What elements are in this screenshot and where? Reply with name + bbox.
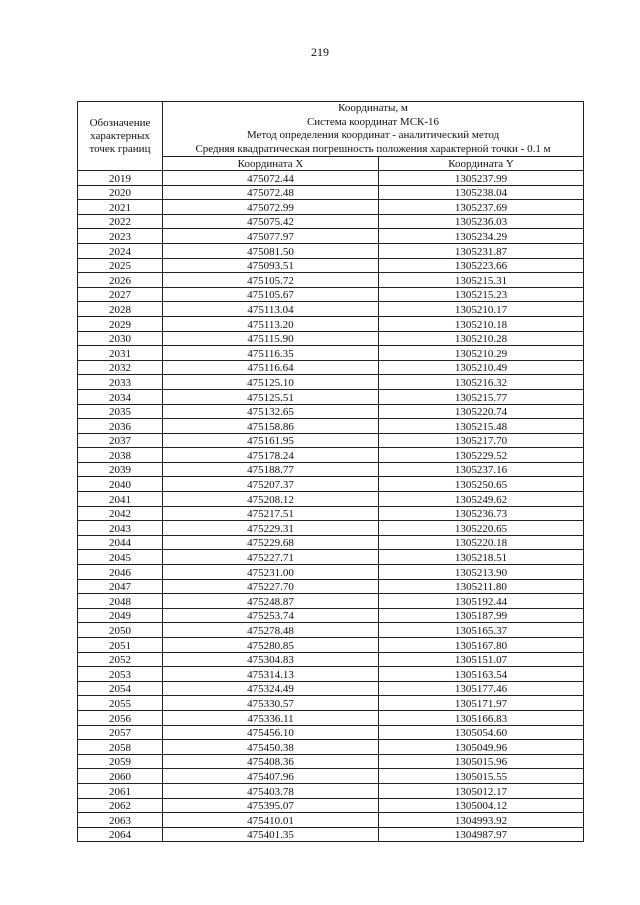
point-id-cell: 2047 bbox=[78, 579, 163, 594]
coord-y-cell: 1305236.03 bbox=[379, 214, 584, 229]
coord-y-cell: 1305216.32 bbox=[379, 375, 584, 390]
table-row bbox=[78, 287, 584, 302]
table-row bbox=[78, 389, 584, 404]
point-id-cell: 2063 bbox=[78, 813, 163, 828]
table-row bbox=[78, 623, 584, 638]
table-row bbox=[78, 200, 584, 215]
table-row bbox=[78, 375, 584, 390]
coord-y-cell: 1305238.04 bbox=[379, 185, 584, 200]
y-column-header: Координата Y bbox=[379, 157, 584, 171]
table-row bbox=[78, 185, 584, 200]
point-id-cell: 2053 bbox=[78, 667, 163, 682]
coord-y-cell: 1305215.31 bbox=[379, 273, 584, 288]
table-row bbox=[78, 492, 584, 507]
table-header bbox=[78, 102, 584, 171]
point-id-cell: 2019 bbox=[78, 171, 163, 186]
point-id-cell: 2042 bbox=[78, 506, 163, 521]
coord-x-cell: 475450.38 bbox=[163, 740, 379, 755]
table-row bbox=[78, 477, 584, 492]
coord-y-cell: 1305215.23 bbox=[379, 287, 584, 302]
table-row bbox=[78, 243, 584, 258]
coord-x-cell: 475336.11 bbox=[163, 710, 379, 725]
point-id-cell: 2028 bbox=[78, 302, 163, 317]
coord-y-cell: 1305015.96 bbox=[379, 754, 584, 769]
coord-x-cell: 475158.86 bbox=[163, 419, 379, 434]
table-row bbox=[78, 667, 584, 682]
point-id-cell: 2054 bbox=[78, 681, 163, 696]
coord-y-cell: 1305151.07 bbox=[379, 652, 584, 667]
coord-x-cell: 475407.96 bbox=[163, 769, 379, 784]
table-row bbox=[78, 506, 584, 521]
point-id-cell: 2036 bbox=[78, 419, 163, 434]
point-id-cell: 2034 bbox=[78, 389, 163, 404]
coord-y-cell: 1305223.66 bbox=[379, 258, 584, 273]
point-id-cell: 2031 bbox=[78, 346, 163, 361]
coord-x-cell: 475132.65 bbox=[163, 404, 379, 419]
coord-y-cell: 1305237.69 bbox=[379, 200, 584, 215]
table-row bbox=[78, 740, 584, 755]
table-row bbox=[78, 404, 584, 419]
point-designation-header bbox=[78, 102, 163, 171]
coord-x-cell: 475072.99 bbox=[163, 200, 379, 215]
table-row bbox=[78, 214, 584, 229]
point-header-line: точек границ bbox=[89, 142, 151, 155]
point-id-cell: 2056 bbox=[78, 710, 163, 725]
coord-y-cell: 1305217.70 bbox=[379, 433, 584, 448]
point-id-cell: 2037 bbox=[78, 433, 163, 448]
table-row bbox=[78, 433, 584, 448]
table-row bbox=[78, 273, 584, 288]
coord-y-cell: 1305015.55 bbox=[379, 769, 584, 784]
point-id-cell: 2044 bbox=[78, 535, 163, 550]
coord-y-cell: 1305236.73 bbox=[379, 506, 584, 521]
table-row bbox=[78, 798, 584, 813]
coord-x-cell: 475125.51 bbox=[163, 389, 379, 404]
table-row bbox=[78, 783, 584, 798]
point-id-cell: 2025 bbox=[78, 258, 163, 273]
coord-x-cell: 475161.95 bbox=[163, 433, 379, 448]
coord-x-cell: 475077.97 bbox=[163, 229, 379, 244]
coords-title-line: Координаты, м bbox=[338, 102, 408, 114]
table-row bbox=[78, 302, 584, 317]
coord-y-cell: 1305004.12 bbox=[379, 798, 584, 813]
coord-y-cell: 1305210.17 bbox=[379, 302, 584, 317]
coord-x-cell: 475229.68 bbox=[163, 535, 379, 550]
table-row bbox=[78, 360, 584, 375]
page-number: 219 bbox=[311, 45, 329, 59]
table-row bbox=[78, 696, 584, 711]
table-row bbox=[78, 827, 584, 842]
coord-y-cell: 1305234.29 bbox=[379, 229, 584, 244]
coordinates-table bbox=[77, 101, 584, 842]
point-id-cell: 2032 bbox=[78, 360, 163, 375]
coord-x-cell: 475072.44 bbox=[163, 171, 379, 186]
coords-title-line: Метод определения координат - аналитический метод bbox=[246, 129, 500, 141]
coord-x-cell: 475401.35 bbox=[163, 827, 379, 842]
point-id-cell: 2024 bbox=[78, 243, 163, 258]
coord-y-cell: 1305210.18 bbox=[379, 316, 584, 331]
table-row bbox=[78, 316, 584, 331]
table-row bbox=[78, 229, 584, 244]
table-row bbox=[78, 535, 584, 550]
coord-x-cell: 475217.51 bbox=[163, 506, 379, 521]
table-row bbox=[78, 346, 584, 361]
coord-x-cell: 475093.51 bbox=[163, 258, 379, 273]
point-id-cell: 2049 bbox=[78, 608, 163, 623]
point-id-cell: 2030 bbox=[78, 331, 163, 346]
coords-title-line: Система координат МСК-16 bbox=[306, 115, 440, 128]
coord-y-cell: 1305250.65 bbox=[379, 477, 584, 492]
table-row bbox=[78, 419, 584, 434]
table-row bbox=[78, 652, 584, 667]
point-id-cell: 2039 bbox=[78, 462, 163, 477]
table-row bbox=[78, 331, 584, 346]
coord-x-cell: 475410.01 bbox=[163, 813, 379, 828]
point-id-cell: 2021 bbox=[78, 200, 163, 215]
coord-x-cell: 475227.70 bbox=[163, 579, 379, 594]
coord-y-cell: 1305229.52 bbox=[379, 448, 584, 463]
coord-x-cell: 475231.00 bbox=[163, 565, 379, 580]
coord-y-cell: 1304993.92 bbox=[379, 813, 584, 828]
coord-x-cell: 475253.74 bbox=[163, 608, 379, 623]
table-row bbox=[78, 638, 584, 653]
coord-y-cell: 1305167.80 bbox=[379, 638, 584, 653]
coord-x-cell: 475116.35 bbox=[163, 346, 379, 361]
coord-y-cell: 1305177.46 bbox=[379, 681, 584, 696]
coord-x-cell: 475456.10 bbox=[163, 725, 379, 740]
coord-y-cell: 1305211.80 bbox=[379, 579, 584, 594]
table-row bbox=[78, 681, 584, 696]
coord-x-cell: 475207.37 bbox=[163, 477, 379, 492]
coord-x-cell: 475075.42 bbox=[163, 214, 379, 229]
coord-x-cell: 475113.04 bbox=[163, 302, 379, 317]
coord-x-cell: 475208.12 bbox=[163, 492, 379, 507]
coord-x-cell: 475403.78 bbox=[163, 783, 379, 798]
point-id-cell: 2051 bbox=[78, 638, 163, 653]
coord-x-cell: 475304.83 bbox=[163, 652, 379, 667]
point-id-cell: 2045 bbox=[78, 550, 163, 565]
coord-y-cell: 1305192.44 bbox=[379, 594, 584, 609]
coord-y-cell: 1305237.99 bbox=[379, 171, 584, 186]
coord-x-cell: 475248.87 bbox=[163, 594, 379, 609]
coord-y-cell: 1305012.17 bbox=[379, 783, 584, 798]
x-column-header: Координата X bbox=[163, 157, 379, 171]
point-id-cell: 2055 bbox=[78, 696, 163, 711]
point-id-cell: 2035 bbox=[78, 404, 163, 419]
point-header-line: характерных bbox=[90, 129, 150, 142]
table-row bbox=[78, 769, 584, 784]
point-id-cell: 2048 bbox=[78, 594, 163, 609]
coord-y-cell: 1305166.83 bbox=[379, 710, 584, 725]
coord-y-cell: 1305054.60 bbox=[379, 725, 584, 740]
coord-x-cell: 475280.85 bbox=[163, 638, 379, 653]
point-id-cell: 2052 bbox=[78, 652, 163, 667]
coord-y-cell: 1305210.29 bbox=[379, 346, 584, 361]
point-id-cell: 2061 bbox=[78, 783, 163, 798]
table-row bbox=[78, 754, 584, 769]
coord-y-cell: 1305215.77 bbox=[379, 389, 584, 404]
coord-x-cell: 475278.48 bbox=[163, 623, 379, 638]
table-row bbox=[78, 725, 584, 740]
point-id-cell: 2046 bbox=[78, 565, 163, 580]
coord-y-cell: 1305163.54 bbox=[379, 667, 584, 682]
point-id-cell: 2064 bbox=[78, 827, 163, 842]
coord-x-cell: 475395.07 bbox=[163, 798, 379, 813]
point-id-cell: 2058 bbox=[78, 740, 163, 755]
coord-x-cell: 475314.13 bbox=[163, 667, 379, 682]
point-id-cell: 2026 bbox=[78, 273, 163, 288]
point-id-cell: 2027 bbox=[78, 287, 163, 302]
point-id-cell: 2022 bbox=[78, 214, 163, 229]
point-id-cell: 2050 bbox=[78, 623, 163, 638]
coord-y-cell: 1305210.49 bbox=[379, 360, 584, 375]
point-id-cell: 2041 bbox=[78, 492, 163, 507]
coord-x-cell: 475116.64 bbox=[163, 360, 379, 375]
coord-x-cell: 475178.24 bbox=[163, 448, 379, 463]
coord-y-cell: 1305049.96 bbox=[379, 740, 584, 755]
point-id-cell: 2040 bbox=[78, 477, 163, 492]
coord-x-cell: 475227.71 bbox=[163, 550, 379, 565]
coord-y-cell: 1304987.97 bbox=[379, 827, 584, 842]
coord-y-cell: 1305210.28 bbox=[379, 331, 584, 346]
coord-y-cell: 1305231.87 bbox=[379, 243, 584, 258]
coord-y-cell: 1305187.99 bbox=[379, 608, 584, 623]
point-id-cell: 2023 bbox=[78, 229, 163, 244]
point-id-cell: 2038 bbox=[78, 448, 163, 463]
point-id-cell: 2060 bbox=[78, 769, 163, 784]
coord-y-cell: 1305213.90 bbox=[379, 565, 584, 580]
point-id-cell: 2033 bbox=[78, 375, 163, 390]
coord-x-cell: 475113.20 bbox=[163, 316, 379, 331]
coord-x-cell: 475105.67 bbox=[163, 287, 379, 302]
coord-x-cell: 475408.36 bbox=[163, 754, 379, 769]
table-row bbox=[78, 813, 584, 828]
coord-x-cell: 475188.77 bbox=[163, 462, 379, 477]
table-row bbox=[78, 521, 584, 536]
table-row bbox=[78, 462, 584, 477]
coord-y-cell: 1305165.37 bbox=[379, 623, 584, 638]
point-id-cell: 2020 bbox=[78, 185, 163, 200]
table-row bbox=[78, 710, 584, 725]
table-row bbox=[78, 608, 584, 623]
coord-y-cell: 1305171.97 bbox=[379, 696, 584, 711]
point-id-cell: 2029 bbox=[78, 316, 163, 331]
coord-y-cell: 1305220.74 bbox=[379, 404, 584, 419]
coord-y-cell: 1305218.51 bbox=[379, 550, 584, 565]
point-header-line: Обозначение bbox=[89, 116, 151, 129]
coord-x-cell: 475072.48 bbox=[163, 185, 379, 200]
table-row bbox=[78, 565, 584, 580]
coord-x-cell: 475081.50 bbox=[163, 243, 379, 258]
table-row bbox=[78, 448, 584, 463]
coord-x-cell: 475105.72 bbox=[163, 273, 379, 288]
table-row bbox=[78, 171, 584, 186]
coordinates-title-header bbox=[163, 102, 584, 157]
table-row bbox=[78, 579, 584, 594]
point-id-cell: 2059 bbox=[78, 754, 163, 769]
coord-x-cell: 475330.57 bbox=[163, 696, 379, 711]
point-id-cell: 2043 bbox=[78, 521, 163, 536]
coord-y-cell: 1305249.62 bbox=[379, 492, 584, 507]
table-row bbox=[78, 594, 584, 609]
coord-x-cell: 475115.90 bbox=[163, 331, 379, 346]
coord-y-cell: 1305220.65 bbox=[379, 521, 584, 536]
table-row bbox=[78, 258, 584, 273]
point-id-cell: 2062 bbox=[78, 798, 163, 813]
coord-x-cell: 475229.31 bbox=[163, 521, 379, 536]
table-row bbox=[78, 550, 584, 565]
coord-y-cell: 1305215.48 bbox=[379, 419, 584, 434]
table-body bbox=[78, 171, 584, 842]
coord-y-cell: 1305220.18 bbox=[379, 535, 584, 550]
coord-x-cell: 475324.49 bbox=[163, 681, 379, 696]
coords-title-line: Средняя квадратическая погрешность положения характерной точки - 0.1 м bbox=[195, 142, 551, 155]
coord-x-cell: 475125.10 bbox=[163, 375, 379, 390]
coord-y-cell: 1305237.16 bbox=[379, 462, 584, 477]
point-id-cell: 2057 bbox=[78, 725, 163, 740]
